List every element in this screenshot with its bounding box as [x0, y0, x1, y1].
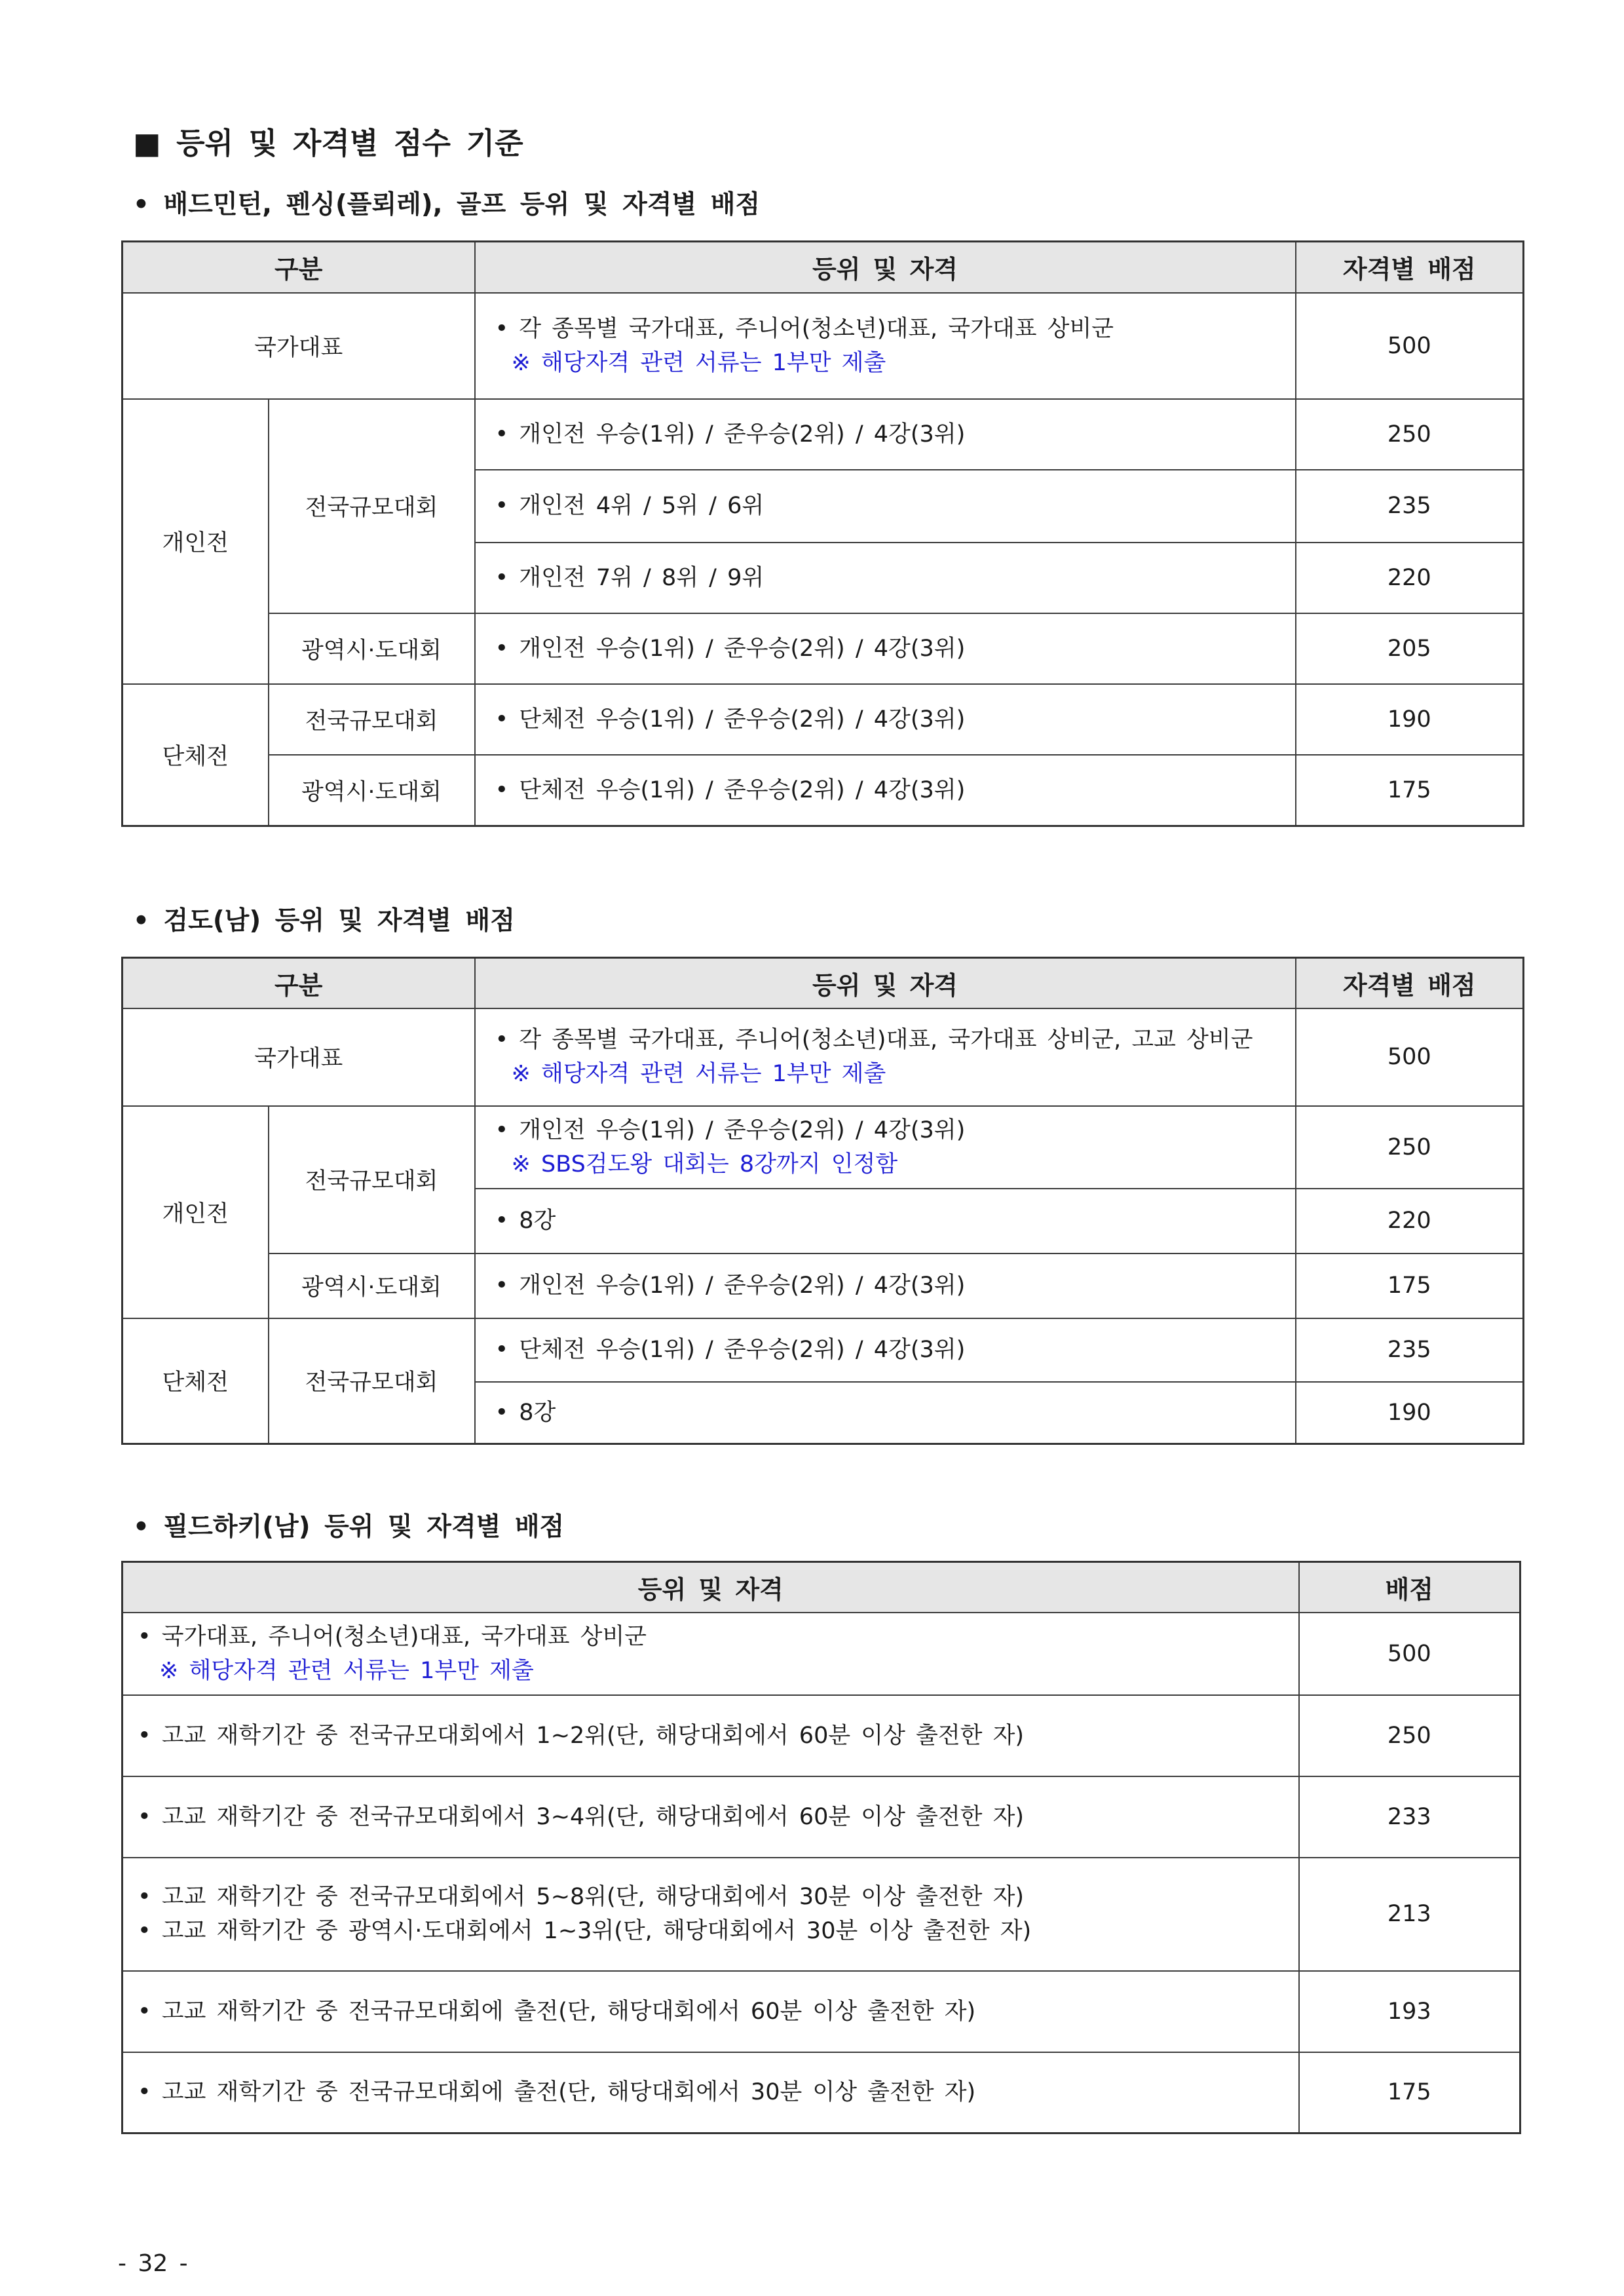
table-row [123, 1695, 1520, 1776]
team-label: 단체전 [123, 1318, 269, 1444]
kendo-heading: • 검도(남) 등위 및 자격별 배점 [133, 906, 515, 936]
score-cell: 500 [1296, 293, 1524, 399]
score-cell: 190 [1296, 684, 1524, 755]
rank-cell: • 개인전 우승(1위) / 준우승(2위) / 4강(3위) [475, 1253, 1296, 1318]
document-note: ※ 해당자격 관련 서류는 1부만 제출 [511, 1061, 886, 1087]
rank-cell: • 8강 [475, 1189, 1296, 1253]
rank-cell: • 고교 재학기간 중 전국규모대회에서 3~4위(단, 해당대회에서 60분 이상 출전한 자) [123, 1776, 1299, 1858]
rank-cell [475, 293, 1296, 399]
score-cell: 220 [1296, 543, 1524, 613]
rank-line: • 각 종목별 국가대표, 주니어(청소년)대표, 국가대표 상비군, 고교 상비군 [495, 1027, 1253, 1053]
score-cell: 250 [1296, 399, 1524, 470]
rank-cell [475, 1008, 1296, 1106]
table-row [123, 1971, 1520, 2052]
page-number: - 32 - [118, 2250, 188, 2277]
table-row [123, 1613, 1520, 1695]
rank-line: • 각 종목별 국가대표, 주니어(청소년)대표, 국가대표 상비군 [495, 315, 1114, 342]
score-cell: 233 [1299, 1776, 1520, 1858]
score-cell: 175 [1299, 2052, 1520, 2133]
score-cell: 175 [1296, 1253, 1524, 1318]
kendo-table [121, 957, 1524, 1445]
table-row [123, 399, 1524, 470]
table-row [123, 755, 1524, 826]
individual-label: 개인전 [123, 1106, 269, 1318]
table-header-row [123, 1562, 1520, 1613]
rank-cell [123, 1858, 1299, 1971]
table-header-row [123, 242, 1524, 293]
document-note: ※ 해당자격 관련 서류는 1부만 제출 [159, 1657, 534, 1684]
table-row [123, 2052, 1520, 2133]
rank-cell: • 단체전 우승(1위) / 준우승(2위) / 4강(3위) [475, 684, 1296, 755]
score-cell: 235 [1296, 1318, 1524, 1382]
national-competition-label: 전국규모대회 [269, 399, 475, 613]
score-cell: 220 [1296, 1189, 1524, 1253]
national-team-label: 국가대표 [123, 293, 475, 399]
header-rank: 등위 및 자격 [475, 242, 1296, 293]
rank-cell: • 개인전 우승(1위) / 준우승(2위) / 4강(3위) [475, 399, 1296, 470]
table-row [123, 1858, 1520, 1971]
rank-cell: • 단체전 우승(1위) / 준우승(2위) / 4강(3위) [475, 755, 1296, 826]
score-cell: 190 [1296, 1382, 1524, 1444]
regional-competition-label: 광역시·도대회 [269, 1253, 475, 1318]
document-note: ※ SBS검도왕 대회는 8강까지 인정함 [511, 1151, 898, 1177]
score-cell: 250 [1299, 1695, 1520, 1776]
badminton-fencing-golf-table [121, 240, 1524, 827]
rank-cell: • 8강 [475, 1382, 1296, 1444]
field-hockey-heading: • 필드하키(남) 등위 및 자격별 배점 [133, 1512, 565, 1542]
score-cell: 213 [1299, 1858, 1520, 1971]
rank-line: • 국가대표, 주니어(청소년)대표, 국가대표 상비군 [138, 1623, 647, 1650]
page-title: ■ 등위 및 자격별 점수 기준 [133, 126, 523, 161]
table-row [123, 684, 1524, 755]
national-competition-label: 전국규모대회 [269, 1318, 475, 1444]
score-cell: 193 [1299, 1971, 1520, 2052]
field-hockey-table [121, 1561, 1521, 2134]
score-cell: 235 [1296, 470, 1524, 543]
document-note: ※ 해당자격 관련 서류는 1부만 제출 [511, 349, 886, 376]
score-cell: 500 [1296, 1008, 1524, 1106]
national-team-label: 국가대표 [123, 1008, 475, 1106]
rank-cell: • 개인전 우승(1위) / 준우승(2위) / 4강(3위) [475, 613, 1296, 684]
table-row [123, 293, 1524, 399]
score-cell: 500 [1299, 1613, 1520, 1695]
table-row [123, 613, 1524, 684]
header-score: 자격별 배점 [1296, 958, 1524, 1008]
team-label: 단체전 [123, 684, 269, 826]
table-row [123, 1318, 1524, 1382]
header-rank: 등위 및 자격 [123, 1562, 1299, 1613]
rank-cell [475, 1106, 1296, 1189]
individual-label: 개인전 [123, 399, 269, 684]
rank-cell [123, 1613, 1299, 1695]
table-row [123, 1106, 1524, 1189]
national-competition-label: 전국규모대회 [269, 684, 475, 755]
rank-cell: • 고교 재학기간 중 전국규모대회에 출전(단, 해당대회에서 60분 이상 출전한 자) [123, 1971, 1299, 2052]
rank-line: • 개인전 우승(1위) / 준우승(2위) / 4강(3위) [495, 1117, 966, 1143]
regional-competition-label: 광역시·도대회 [269, 755, 475, 826]
rank-cell: • 고교 재학기간 중 전국규모대회에서 1~2위(단, 해당대회에서 60분 이상 출전한 자) [123, 1695, 1299, 1776]
score-cell: 175 [1296, 755, 1524, 826]
rank-line: • 고교 재학기간 중 광역시·도대회에서 1~3위(단, 해당대회에서 30분 이상 출전한 자) [138, 1918, 1032, 1944]
regional-competition-label: 광역시·도대회 [269, 613, 475, 684]
header-category: 구분 [123, 242, 475, 293]
rank-line: • 고교 재학기간 중 전국규모대회에서 5~8위(단, 해당대회에서 30분 이상 출전한 자) [138, 1884, 1025, 1910]
table-row [123, 1253, 1524, 1318]
header-category: 구분 [123, 958, 475, 1008]
table-row [123, 1008, 1524, 1106]
national-competition-label: 전국규모대회 [269, 1106, 475, 1253]
rank-cell: • 개인전 7위 / 8위 / 9위 [475, 543, 1296, 613]
table-row [123, 1776, 1520, 1858]
header-rank: 등위 및 자격 [475, 958, 1296, 1008]
badminton-fencing-golf-heading: • 배드민턴, 펜싱(플뢰레), 골프 등위 및 자격별 배점 [133, 190, 761, 220]
score-cell: 250 [1296, 1106, 1524, 1189]
rank-cell: • 개인전 4위 / 5위 / 6위 [475, 470, 1296, 543]
rank-cell: • 단체전 우승(1위) / 준우승(2위) / 4강(3위) [475, 1318, 1296, 1382]
score-cell: 205 [1296, 613, 1524, 684]
table-header-row [123, 958, 1524, 1008]
rank-cell: • 고교 재학기간 중 전국규모대회에 출전(단, 해당대회에서 30분 이상 출전한 자) [123, 2052, 1299, 2133]
header-score: 배점 [1299, 1562, 1520, 1613]
header-score: 자격별 배점 [1296, 242, 1524, 293]
